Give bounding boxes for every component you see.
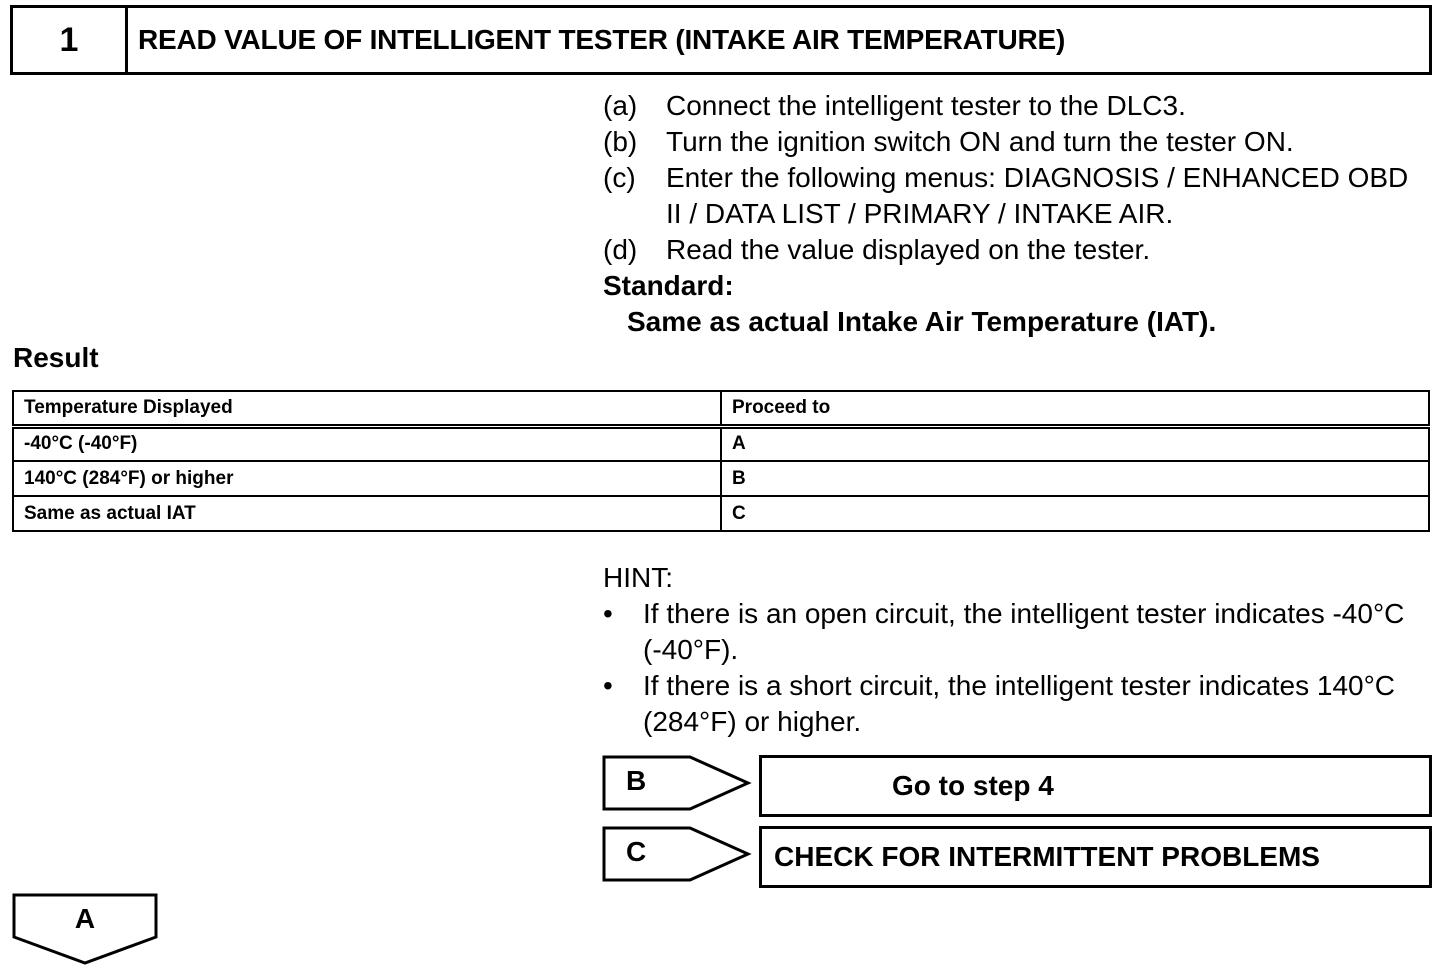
instruction-label: (c) — [603, 162, 636, 193]
hint-text: If there is a short circuit, the intelligent tester indicates 140°C (284°F) or higher. — [643, 670, 1396, 737]
instruction-item — [603, 232, 1423, 268]
result-table — [12, 390, 1430, 532]
hint-label: HINT: — [603, 562, 673, 593]
table-cell: C — [721, 496, 1429, 531]
step-header — [10, 5, 1432, 75]
instruction-text: Read the value displayed on the tester. — [666, 234, 1151, 265]
branch-b[interactable] — [602, 755, 1432, 813]
instruction-item — [603, 124, 1423, 160]
branch-letter: B — [626, 765, 647, 796]
table-cell: 140°C (284°F) or higher — [13, 461, 721, 496]
branch-arrow-icon — [602, 755, 752, 813]
hint-text: If there is an open circuit, the intelligent tester indicates -40°C (-40°F). — [643, 598, 1405, 665]
step-title: READ VALUE OF INTELLIGENT TESTER (INTAKE AIR TEMPERATURE) — [138, 24, 1066, 55]
branch-letter: C — [626, 836, 647, 867]
instruction-item — [603, 160, 1423, 232]
bullet: • — [603, 598, 613, 629]
instruction-label: (a) — [603, 90, 638, 121]
bullet: • — [603, 670, 613, 701]
result-label: Result — [13, 342, 99, 373]
hint-item — [603, 668, 1423, 740]
table-cell: B — [721, 461, 1429, 496]
table-row — [13, 461, 1429, 496]
instruction-text: Connect the intelligent tester to the DLC3. — [666, 90, 1186, 121]
instruction-label: (d) — [603, 234, 638, 265]
branch-arrow-icon — [602, 826, 752, 884]
table-cell: A — [721, 426, 1429, 461]
branch-destination[interactable]: Go to step 4 — [759, 755, 1432, 817]
instruction-item — [603, 88, 1423, 124]
table-header-row — [13, 391, 1429, 426]
table-row — [13, 496, 1429, 531]
table-cell: Same as actual IAT — [13, 496, 721, 531]
hint-item — [603, 596, 1423, 668]
instruction-label: (b) — [603, 126, 638, 157]
instructions — [603, 88, 1423, 340]
step-number: 1 — [13, 8, 128, 72]
branch-c[interactable] — [602, 826, 1432, 884]
instruction-text: Turn the ignition switch ON and turn the tester ON. — [666, 126, 1294, 157]
branch-destination[interactable]: CHECK FOR INTERMITTENT PROBLEMS — [759, 826, 1432, 888]
column-header: Proceed to — [721, 391, 1429, 426]
table-row — [13, 426, 1429, 461]
hint-section — [603, 560, 1423, 740]
instruction-text: Enter the following menus: DIAGNOSIS / ENHANCED OBD II / DATA LIST / PRIMARY / INTAKE AIR. — [666, 162, 1409, 229]
table-cell: -40°C (-40°F) — [13, 426, 721, 461]
column-header: Temperature Displayed — [13, 391, 721, 426]
branch-a[interactable] — [12, 893, 158, 965]
standard-label: Standard: — [603, 270, 734, 301]
branch-letter: A — [74, 903, 96, 934]
standard-value: Same as actual Intake Air Temperature (IAT). — [627, 306, 1217, 337]
